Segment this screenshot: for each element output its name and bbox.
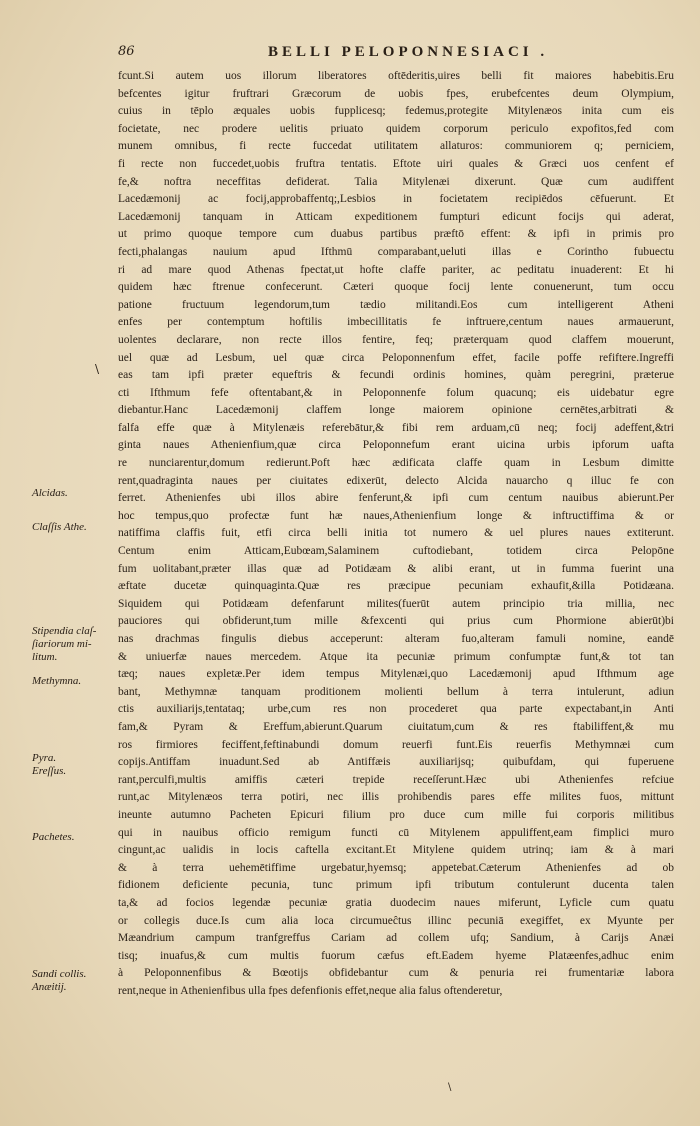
text-line: fam,& Pyram & Ereffum,abierunt.Quarum ciuitatum,cum & res ftabiliffent,& mu (118, 720, 674, 733)
footer-mark: \ (448, 1082, 452, 1093)
margin-note-pyra-eressus: Pyra. Ereſſus. (32, 752, 67, 777)
text-line: pauciores qui obfiderunt,tum mille &fexcenti qui prius cum Phormione abierūt)bi (118, 615, 674, 628)
text-line: ferret. Athenienfes ubi illos abire fenferunt,& ipfi cum centum nauibus abierunt.Per (118, 492, 674, 505)
text-line: ineunte autumno Pacheten Epicuri filium pro duce cum mille fui corporis militibus (118, 808, 674, 821)
text-line: Lacedæmonij ac focij,approbaffentq;,Lesbios in focietatem recipiēdos cēfuerunt. Et (118, 193, 674, 206)
text-line: bant, Methymnæ tanquam proditionem molienti bellum à terra intulerunt, adiun (118, 685, 674, 698)
margin-note-methymna: Methymna. (32, 675, 82, 687)
text-line: æftate ducetæ quinquaginta.Quæ res præcipue pecuniam exhaufit,&illa Potidæana. (118, 580, 674, 593)
text-line: diebantur.Hanc Lacedæmonij claffem longe maiorem opinione cernētes,arbitrati & (118, 404, 674, 417)
text-line: ri ad mare quod Athenas fpectat,ut hofte claffe pariter, ac peditatu inuaderent: Et hi (118, 263, 674, 276)
text-line: fum uolitabant,præter illas quæ ad Potidæam & alibi erant, ut in fumma fuerint una (118, 562, 674, 575)
text-line: uel quæ ad Lesbum, uel quæ circa Peloponnenfum effet, facile poffe refiftere.Ingreffi (118, 351, 674, 364)
text-line: enfes per contemptum hoftilis imbecillitatis fe inftruere,centum naues armauerunt, (118, 316, 674, 329)
text-line: or collegis duce.Is cum alia loca circumueĉtus illinc pecuniā exegiffet, ex Myunte per (118, 914, 674, 927)
folio-number: 86 (118, 44, 135, 59)
text-line: Siquidem qui Potidæam defenfarunt milites(fuerūt autem principio tria millia, nec (118, 597, 674, 610)
text-line: ginta naues Athenienfium,quæ circa Peloponnefum erant uicina urbis ipforum uafta (118, 439, 674, 452)
text-line: ros firmiores feciffent,feftinabundi domum reuerfi funt.Eis reuerfis Methymnæi cum (118, 738, 674, 751)
text-line: befcentes igitur fruftrari Græcorum de uobis fpes, erubefcentes deum Olympium, (118, 87, 674, 100)
text-line: ctis auxiliarijs,tentataq; urbe,cum res non procederet qua parte expectabant,in Anti (118, 703, 674, 716)
line-marker: \ (95, 362, 100, 376)
text-line: fecti,phalangas nauium apud Ifthmū comparabant,ueluti illas e Corintho fubuectu (118, 245, 674, 258)
text-line: cti Ifthmum fefe oftentabant,& in Peloponnenfe folum quacunq; eis uidebatur egre (118, 386, 674, 399)
margin-note-pachetes: Pachetes. (32, 831, 75, 843)
text-line: tisq; inuafus,& cum multis fuorum cæfus eft.Eadem hyeme Platæenfes,adhuc enim (118, 949, 674, 962)
text-line: focietate, nec prodere uelitis priuato quidem corporum periculo expofitos,fed com (118, 122, 674, 135)
text-line: tæq; naues expletæ.Per idem tempus Mitylenæi,quo Lacedæmonij apud Ifthmum age (118, 668, 674, 681)
text-line: cingunt,ac ualidis in locis caftella excitant.Et Mitylene quidem utrinq; iam & à mari (118, 844, 674, 857)
text-line: nas drachmas fingulis diebus acceperunt: alteram fuo,alteram famuli nomine, eandē (118, 633, 674, 645)
text-line: copijs.Antiffam inuadunt.Sed ab Antiffæis auxiliarijsq; quibufdam, qui fuperuene (118, 756, 674, 769)
text-line: Centum enim Atticam,Eubœam,Salaminem cuftodiebant, totidem circa Pelopōne (118, 545, 674, 558)
text-line: rent,quadraginta naues per ciuitates edixerūt, delecto Alcida nauarcho q illuc fe con (118, 474, 674, 487)
text-line: qui in nauibus officio remigum functi cū Mitylenem appuliffent,eam fimplici muro (118, 826, 674, 839)
text-line: fidionem deficiente pecunia, tunc primum ipfi tributum contulerunt ducenta talen (118, 879, 674, 892)
margin-note-stipendia: Stipendia claſ-ſiariorum mi-litum. (32, 625, 97, 663)
text-line: patione fructuum legendorum,tum tædio militandi.Eos cum intelligerent Atheni (118, 298, 674, 311)
text-line: à Peloponnenfibus & Bœotijs obfidebantur cum & penuria rei frumentariæ labora (118, 967, 674, 980)
text-line: hoc tempus,quo profectæ funt hæ naues,Athenienfium longe & inftructiffima & or (118, 509, 674, 522)
page-header (118, 44, 678, 68)
margin-note-classis-athen: Claſſis Athe. (32, 521, 87, 533)
text-line: runt,ac Mitylenæos terra potiri, nec illis prohibendis pares effe milites fuos, mittunt (118, 791, 674, 804)
text-line: fcunt.Si autem uos illorum liberatores oftēderitis,uires belli fit maiores habebitis.Eru (118, 70, 674, 82)
text-line: cuius in tēplo æquales uobis fupplicesq; fedemus,protegite Mitylenæos inita cum eis (118, 105, 674, 118)
running-title: BELLI PELOPONNESIACI . (268, 44, 549, 60)
text-line: & uniuerfæ naues mercedem. Atque ita pecuniæ primum confumptæ funt,& tot tan (118, 650, 674, 663)
text-line: & à terra uehemētiffime urgebatur,hyemsq; appetebat.Cæterum Athenienfes ad ob (118, 861, 674, 874)
text-line: fi recte non fuccedet,uobis fruftra tentatis. Eftote uiri quales & Græci uos cenfent ef (118, 157, 674, 170)
text-line: eas tam ipfi præter equeftris & fecundi ordinis homines, quàm peregrini, præterue (118, 369, 674, 382)
text-line: natiffima claffis fuit, etfi circa belli initia tot numero & uel plures naues extiterunt. (118, 527, 674, 540)
text-line: fe,& noftra neceffitas defiderat. Talia Mitylenæi dixerunt. Quæ cum audiffent (118, 175, 674, 188)
text-line: rant,perculfi,multis amiffis cæteri trepide receſſerunt.Hæc ubi Athenienfes refciue (118, 773, 674, 786)
main-text-block (118, 68, 674, 1000)
margin-note-alcidas: Alcidas. (32, 487, 68, 499)
text-line: uolentes declarare, non recte illos fentire, feq; præterquam quod claffem mouerunt, (118, 333, 674, 346)
text-line: falfa effe quæ à Mitylenæis referebātur,& fibi rem arduam,cū neq; focij adeffent,&tri (118, 421, 674, 434)
margin-note-sandi-collis: Sandi collis. Anæitij. (32, 968, 87, 993)
text-line: ut primo quoque tempore cum duabus partibus præftō effent: & ipfi in primis pro (118, 228, 674, 241)
text-line: rent,neque in Athenienfibus ulla fpes defenfionis effet,neque alia falus oftenderetur, (118, 984, 503, 997)
text-line: re nunciarentur,domum redierunt.Poft hæc ædificata claffe quam in Lesbum dimitte (118, 457, 674, 470)
text-line: Mæandrium campum tranfgreffus Cariam ad collem ufq; Sandium, à Carijs Anæi (118, 932, 674, 945)
text-line: Lacedæmonij tanquam in Atticam expeditionem fumpturi edicunt focijs qui aderat, (118, 210, 674, 223)
text-line: quidem hæc ftrenue confecerunt. Cæteri quoque focij lente conuenerunt, tum occu (118, 281, 674, 294)
text-line: ta,& ad focios legendæ pecuniæ gratia duodecim naues miferunt, Lyficle cum quatu (118, 896, 674, 909)
text-line: munem omnibus, fi recte fuccedat utilitatem allaturos: communiorem q; perniciem, (118, 140, 674, 153)
